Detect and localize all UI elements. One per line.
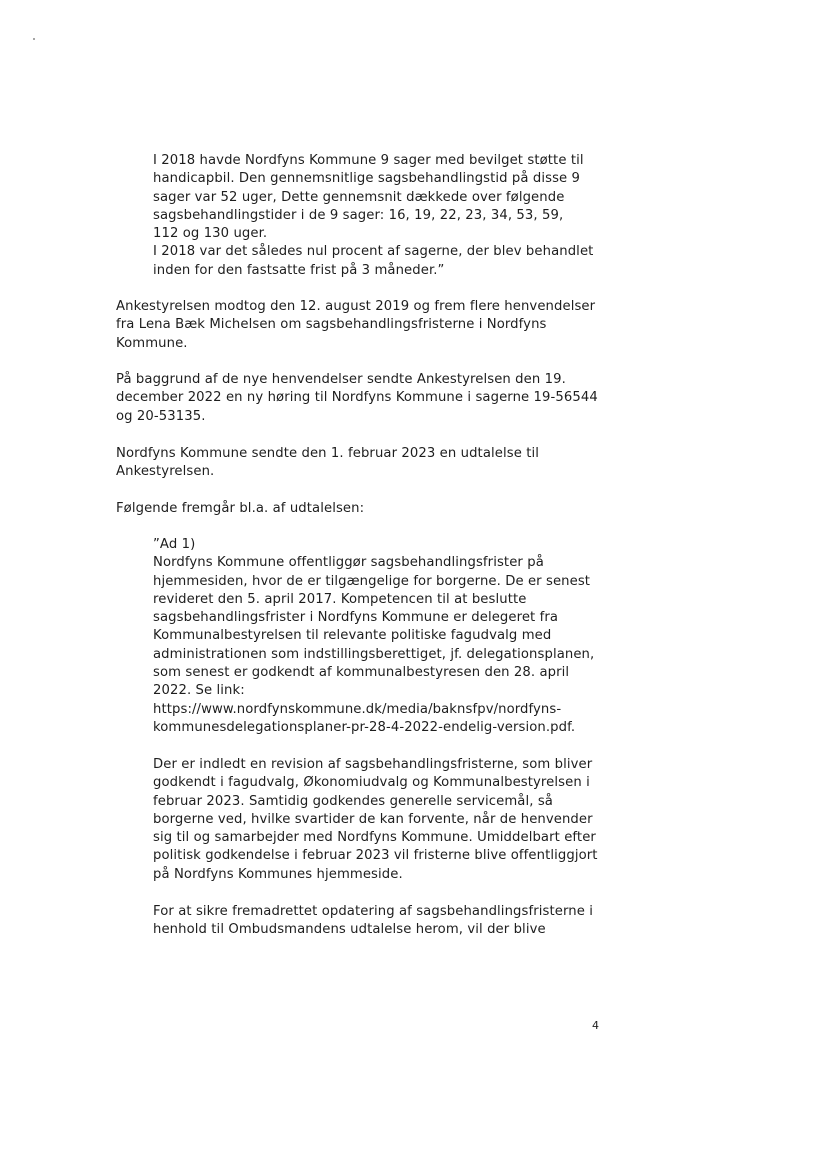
scan-speck (33, 38, 35, 40)
page-number: 4 (592, 1019, 599, 1032)
paragraph-ankestyrelsen-received: Ankestyrelsen modtog den 12. august 2019 og frem flere henvendelser fra Lena Bæk Michelsen om sagsbehandlingsfristerne i Nordfyns Kommune. (116, 299, 596, 351)
quote-revision: Der er indledt en revision af sagsbehandlingsfristerne, som bliver godkendt i fagudvalg, Økonomiudvalg og Kommunalbestyrelsen i februar 2023. Samtidig godkendes generelle servicemål, så borgerne ved, hvilke svartider de kan forvente, når de henvender sig til og samarbejder med Nordfyns Kommune. Umiddelbart efter politisk godkendelse i februar 2023 vil fristerne blive offentliggjort på Nordfyns Kommunes hjemmeside. (153, 757, 598, 882)
quote-future-update: For at sikre fremadrettet opdatering af sagsbehandlingsfristerne i henhold til Ombudsmandens udtalelse herom, vil der blive (153, 904, 593, 938)
paragraph-new-hearing: På baggrund af de nye henvendelser sendte Ankestyrelsen den 19. december 2022 en ny høring til Nordfyns Kommune i sagerne 19-56544 og 20-53135. (116, 372, 598, 424)
quote-2018-statistics: I 2018 havde Nordfyns Kommune 9 sager med bevilget støtte til handicapbil. Den gennemsnitlige sagsbehandlingstid på disse 9 sager var 52 uger, Dette gennemsnit dækkede over følgende sagsbehandlingstider i de 9 sager: 16, 19, 22, 23, 34, 53, 59, 112 og 130 uger. I 2018 var det således nul procent af sagerne, der blev behandlet inden for den fastsatte frist på 3 måneder.” (153, 153, 594, 278)
paragraph-following-appears: Følgende fremgår bl.a. af udtalelsen: (116, 501, 365, 516)
quote-ad1-publication: ”Ad 1) Nordfyns Kommune offentliggør sagsbehandlingsfrister på hjemmesiden, hvor de er tilgængelige for borgerne. De er senest revideret den 5. april 2017. Kompetencen til at beslutte sagsbehandlingsfrister i Nordfyns Kommune er delegeret fra Kommunalbestyrelsen til relevante politiske fagudvalg med administrationen som indstillingsberettiget, jf. delegationsplanen, som senest er godkendt af kommunalbestyresen den 28. april 2022. Se link: https://www.nordfynskommune.dk/media/baknsfpv/nordfyns- kommunesdelegationsplaner-pr-28-4-2022-endelig-version.pdf. (153, 537, 595, 735)
paragraph-statement-sent: Nordfyns Kommune sendte den 1. februar 2023 en udtalelse til Ankestyrelsen. (116, 446, 540, 480)
